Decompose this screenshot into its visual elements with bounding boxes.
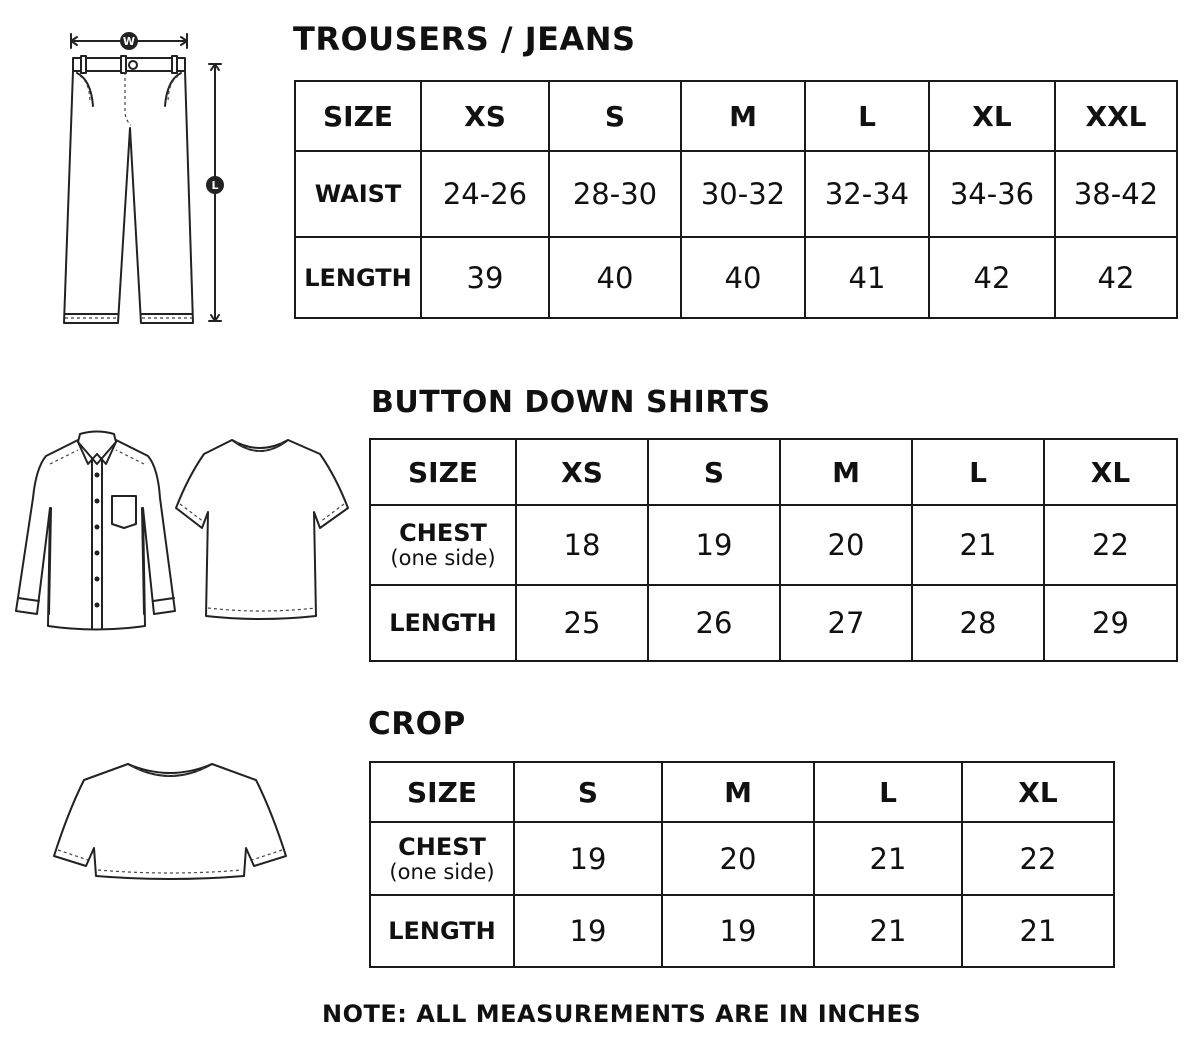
row-label-length: LENGTH: [370, 895, 514, 967]
table-cell: 22: [1044, 505, 1177, 585]
table-row: [370, 585, 1177, 661]
row-label-main: CHEST: [399, 519, 487, 547]
table-header-row: [370, 762, 1114, 822]
button-down-shirt-icon: [8, 428, 178, 633]
table-cell: 19: [662, 895, 814, 967]
size-column-header: M: [681, 81, 805, 151]
table-cell: 39: [421, 237, 549, 318]
table-cell: 20: [780, 505, 912, 585]
table-cell: 21: [912, 505, 1044, 585]
t-shirt-icon: [170, 432, 355, 622]
crop-top-icon: [48, 756, 293, 881]
crop-title: CROP: [368, 706, 466, 742]
table-cell: 25: [516, 585, 648, 661]
table-cell: 26: [648, 585, 780, 661]
table-cell: 21: [814, 822, 962, 895]
length-marker-label: L: [211, 179, 219, 192]
row-label-length: LENGTH: [295, 237, 421, 318]
table-cell: 19: [514, 822, 662, 895]
length-arrow: [206, 64, 224, 321]
size-column-header: XL: [1044, 439, 1177, 505]
table-cell: 41: [805, 237, 929, 318]
row-label-main: CHEST: [398, 832, 486, 861]
row-label-sub: (one side): [390, 546, 496, 570]
size-column-header: S: [549, 81, 681, 151]
table-cell: 42: [1055, 237, 1177, 318]
table-cell: 40: [549, 237, 681, 318]
table-cell: 18: [516, 505, 648, 585]
table-cell: 27: [780, 585, 912, 661]
width-marker-label: W: [122, 35, 136, 48]
table-header-row: [295, 81, 1177, 151]
width-arrow: [71, 32, 187, 50]
row-label-waist: WAIST: [295, 151, 421, 237]
size-header: SIZE: [370, 762, 514, 822]
measurement-note: NOTE: ALL MEASUREMENTS ARE IN INCHES: [322, 1000, 922, 1028]
trousers-icon: [55, 28, 235, 333]
table-cell: 22: [962, 822, 1114, 895]
crop-size-table: [369, 761, 1115, 968]
size-column-header: L: [814, 762, 962, 822]
table-cell: 38-42: [1055, 151, 1177, 237]
table-cell: 21: [814, 895, 962, 967]
size-column-header: XS: [421, 81, 549, 151]
table-header-row: [370, 439, 1177, 505]
size-column-header: L: [912, 439, 1044, 505]
table-cell: 40: [681, 237, 805, 318]
size-column-header: XXL: [1055, 81, 1177, 151]
trousers-size-table: [294, 80, 1178, 319]
size-column-header: XL: [962, 762, 1114, 822]
size-column-header: XS: [516, 439, 648, 505]
size-column-header: S: [648, 439, 780, 505]
size-header: SIZE: [370, 439, 516, 505]
table-cell: 28-30: [549, 151, 681, 237]
table-cell: 20: [662, 822, 814, 895]
table-cell: 24-26: [421, 151, 549, 237]
shirts-title: BUTTON DOWN SHIRTS: [371, 385, 771, 420]
row-label-chest: [370, 822, 514, 895]
row-label-sub: (one side): [389, 859, 495, 884]
table-cell: 34-36: [929, 151, 1055, 237]
size-column-header: S: [514, 762, 662, 822]
table-cell: 32-34: [805, 151, 929, 237]
table-row: [370, 822, 1114, 895]
size-column-header: XL: [929, 81, 1055, 151]
trousers-title: TROUSERS / JEANS: [293, 20, 636, 58]
table-cell: 42: [929, 237, 1055, 318]
row-label-chest: [370, 505, 516, 585]
table-row: [370, 505, 1177, 585]
table-row: [370, 895, 1114, 967]
table-row: [295, 237, 1177, 318]
size-header: SIZE: [295, 81, 421, 151]
table-cell: 30-32: [681, 151, 805, 237]
row-label-length: LENGTH: [370, 585, 516, 661]
table-cell: 19: [648, 505, 780, 585]
table-cell: 21: [962, 895, 1114, 967]
table-cell: 29: [1044, 585, 1177, 661]
table-row: [295, 151, 1177, 237]
shirts-size-table: [369, 438, 1178, 662]
table-cell: 28: [912, 585, 1044, 661]
size-column-header: M: [780, 439, 912, 505]
size-column-header: M: [662, 762, 814, 822]
size-column-header: L: [805, 81, 929, 151]
table-cell: 19: [514, 895, 662, 967]
